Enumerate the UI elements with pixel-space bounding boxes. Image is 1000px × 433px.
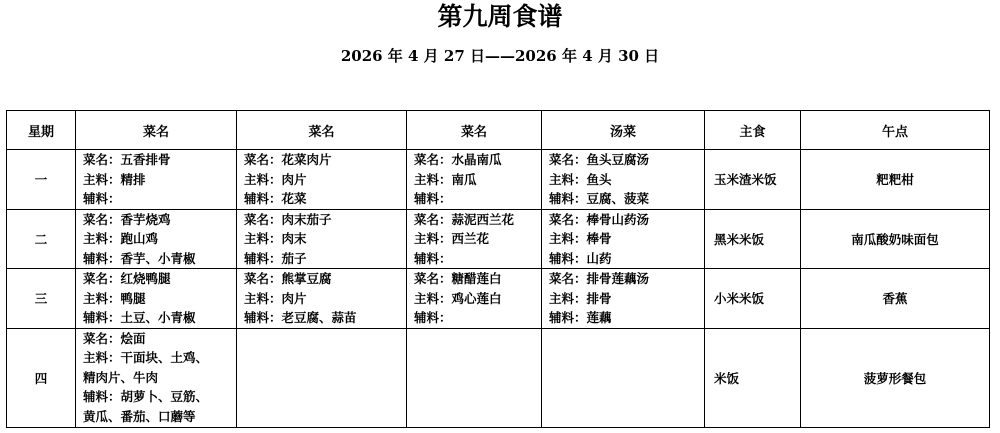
snack-cell: 香蕉 — [801, 269, 990, 329]
side-ingredient: 辅料：山药 — [549, 250, 612, 266]
main-ingredient: 主料：鱼头 — [549, 171, 612, 187]
header-soup: 汤菜 — [542, 111, 705, 150]
dish-name: 菜名：花菜肉片 — [244, 152, 332, 167]
dish-cell — [407, 209, 542, 269]
dish-cell — [76, 269, 237, 329]
main-ingredient: 主料：肉末 — [244, 231, 307, 246]
side-ingredient: 辅料：胡萝卜、豆筋、 — [83, 389, 209, 405]
dish-cell — [407, 150, 542, 210]
snack-cell: 粑粑柑 — [801, 150, 990, 210]
main-ingredient: 主料：棒骨 — [549, 231, 612, 246]
side-ingredient: 辅料：香芋、小青椒 — [83, 250, 196, 266]
side-ingredient-cont: 黄瓜、番茄、口蘑等 — [83, 408, 196, 424]
weekday-cell: 一 — [7, 150, 76, 210]
main-ingredient: 主料：西兰花 — [414, 231, 490, 246]
menu-table — [6, 110, 990, 428]
dish-name: 菜名：糖醋莲白 — [414, 271, 502, 286]
table-row — [7, 328, 990, 427]
header-dish-2: 菜名 — [237, 111, 407, 150]
staple-cell: 黑米米饭 — [705, 209, 801, 269]
dish-cell — [407, 269, 542, 329]
dish-name: 菜名：烩面 — [83, 330, 146, 346]
page-title: 第九周食谱 — [437, 2, 563, 31]
main-ingredient: 主料：肉片 — [244, 290, 307, 306]
staple-cell: 玉米渣米饭 — [705, 150, 801, 210]
main-ingredient: 主料：肉片 — [244, 171, 307, 187]
dish-name: 菜名：水晶南瓜 — [414, 152, 502, 167]
staple-cell: 小米米饭 — [705, 269, 801, 329]
dish-cell — [76, 150, 237, 210]
dish-name: 菜名：肉末茄子 — [244, 211, 332, 227]
side-ingredient: 辅料：土豆、小青椒 — [83, 310, 196, 325]
staple-cell: 米饭 — [705, 328, 801, 427]
dish-cell — [237, 209, 407, 269]
soup-cell — [542, 209, 705, 269]
dish-name: 菜名：蒜泥西兰花 — [414, 211, 515, 227]
soup-cell-empty — [542, 328, 705, 427]
table-row — [7, 150, 990, 210]
dish-cell — [76, 328, 237, 427]
side-ingredient: 辅料： — [414, 310, 452, 325]
side-ingredient: 辅料： — [414, 250, 452, 266]
side-ingredient: 辅料： — [414, 191, 452, 206]
header-snack: 午点 — [801, 111, 990, 150]
dish-cell — [76, 209, 237, 269]
dish-name: 菜名：鱼头豆腐汤 — [549, 152, 650, 167]
dish-name: 菜名：棒骨山药汤 — [549, 211, 650, 227]
dish-cell — [237, 150, 407, 210]
main-ingredient: 主料：精排 — [83, 171, 146, 187]
weekday-cell: 四 — [7, 328, 76, 427]
side-ingredient: 辅料：茄子 — [244, 250, 307, 266]
dish-name: 菜名：排骨莲藕汤 — [549, 271, 650, 286]
weekday-cell: 二 — [7, 209, 76, 269]
header-weekday: 星期 — [7, 111, 76, 150]
dish-cell-empty — [407, 328, 542, 427]
soup-cell — [542, 150, 705, 210]
dish-name: 菜名：红烧鸭腿 — [83, 271, 171, 286]
side-ingredient: 辅料：花菜 — [244, 191, 307, 206]
header-dish-1: 菜名 — [76, 111, 237, 150]
side-ingredient: 辅料：豆腐、菠菜 — [549, 191, 650, 206]
side-ingredient: 辅料：老豆腐、蒜苗 — [244, 310, 357, 325]
side-ingredient: 辅料：莲藕 — [549, 310, 612, 325]
dish-cell — [237, 269, 407, 329]
table-row — [7, 269, 990, 329]
date-range: 2026 年 4 月 27 日——2026 年 4 月 30 日 — [340, 47, 660, 65]
side-ingredient: 辅料： — [83, 191, 121, 206]
dish-name: 菜名：香芋烧鸡 — [83, 211, 171, 227]
snack-cell: 菠萝形餐包 — [801, 328, 990, 427]
dish-name: 菜名：五香排骨 — [83, 152, 171, 167]
main-ingredient-cont: 精肉片、牛肉 — [83, 369, 159, 385]
table-row — [7, 209, 990, 269]
dish-name: 菜名：熊掌豆腐 — [244, 271, 332, 286]
main-ingredient: 主料：鸭腿 — [83, 290, 146, 306]
header-dish-3: 菜名 — [407, 111, 542, 150]
main-ingredient: 主料：排骨 — [549, 290, 612, 306]
header-staple: 主食 — [705, 111, 801, 150]
header-row — [7, 111, 990, 150]
main-ingredient: 主料：跑山鸡 — [83, 231, 159, 246]
main-ingredient: 主料：鸡心莲白 — [414, 290, 502, 306]
snack-cell: 南瓜酸奶味面包 — [801, 209, 990, 269]
soup-cell — [542, 269, 705, 329]
main-ingredient: 主料：干面块、土鸡、 — [83, 350, 209, 366]
main-ingredient: 主料：南瓜 — [414, 171, 477, 187]
dish-cell-empty — [237, 328, 407, 427]
weekday-cell: 三 — [7, 269, 76, 329]
